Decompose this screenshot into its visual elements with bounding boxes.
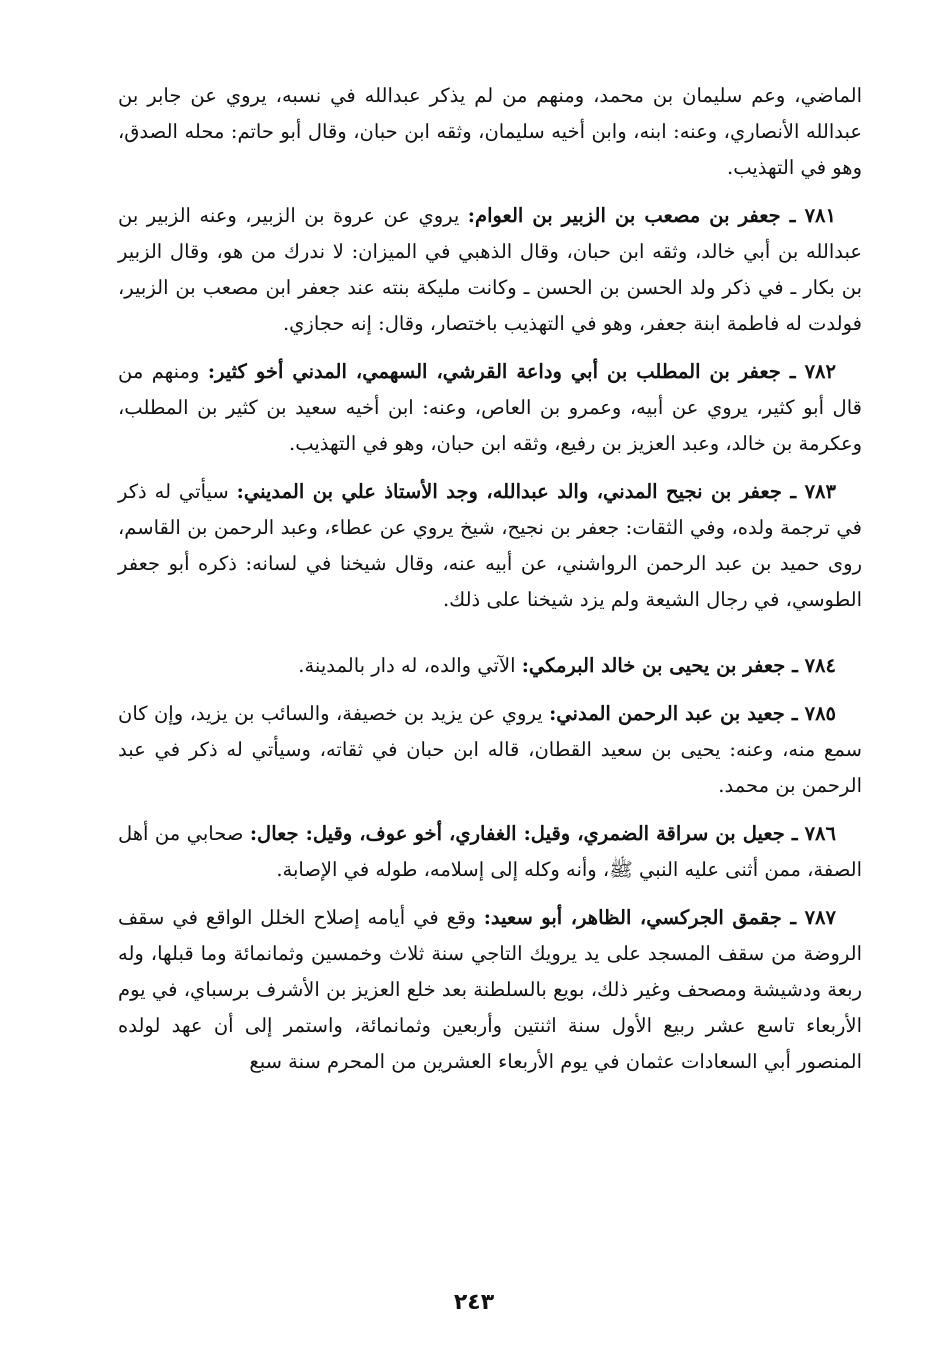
entry-body: صحابي من أهل الصفة، ممن أثنى عليه النبي ﷺ، وأنه وكله إلى إسلامه، طوله في الإصابة.	[118, 822, 862, 881]
intro-paragraph: الماضي، وعم سليمان بن محمد، ومنهم من لم يذكر عبدالله في نسبه، يروي عن جابر بن عبدالله الأنصاري، وعنه: ابنه، وابن أخيه سليمان، وثقه ابن حبان، وقال أبو حاتم: محله الصدق، وهو في التهذيب.	[118, 84, 862, 179]
entry-body: الآتي والده، له دار بالمدينة.	[298, 654, 522, 677]
entry-body: ومنهم من قال أبو كثير، يروي عن أبيه، وعمرو بن العاص، وعنه: ابن أخيه سعيد بن كثير بن المطلب، وعكرمة بن خالد، وعبد العزيز بن رفيع، وثقه ابن حبان، وهو في التهذيب.	[118, 360, 862, 455]
entry-784	[118, 648, 862, 684]
entry-body: وقع في أيامه إصلاح الخلل الواقع في سقف الروضة من سقف المسجد على يد يرويك التاجي سنة ثلاث وخمسين وثمانمائة وما قبلها، وله ربعة ودشيشة ومصحف وغير ذلك، بويع بالسلطنة بعد خلع العزيز بن الأشرف برسباي، في يوم الأربعاء تاسع عشر ربيع الأول سنة اثنتين وأربعين وثمانمائة، واستمر إلى أن عهد لولده المنصور أبي السعادات عثمان في يوم الأربعاء العشرين من المحرم سنة سبع	[118, 906, 862, 1073]
page-body	[118, 78, 862, 1080]
entry-heading: ٧٨٦ ـ جعيل بن سراقة الضمري، وقيل: الغفاري، أخو عوف، وقيل: جعال:	[249, 822, 836, 845]
entry-782	[118, 354, 862, 462]
entry-heading: ٧٨١ ـ جعفر بن مصعب بن الزبير بن العوام:	[467, 204, 836, 227]
entry-heading: ٧٨٧ ـ جقمق الجركسي، الظاهر، أبو سعيد:	[483, 906, 836, 929]
entry-body: يروي عن يزيد بن خصيفة، والسائب بن يزيد، وإن كان سمع منه، وعنه: يحيى بن سعيد القطان، قاله ابن حبان في ثقاته، وسيأتي له ذكر في عبد الرحمن بن محمد.	[118, 702, 862, 797]
entry-heading: ٧٨٢ ـ جعفر بن المطلب بن أبي وداعة القرشي، السهمي، المدني أخو كثير:	[207, 360, 836, 383]
page-number: ٢٤٣	[453, 1290, 495, 1315]
entry-781	[118, 198, 862, 342]
entry-786	[118, 816, 862, 888]
entry-787	[118, 900, 862, 1080]
entry-heading: ٧٨٣ ـ جعفر بن نجيح المدني، والد عبدالله، وجد الأستاذ علي بن المديني:	[236, 480, 836, 503]
entry-body: سيأتي له ذكر في ترجمة ولده، وفي الثقات: جعفر بن نجيح، شيخ يروي عن عطاء، وعبد الرحمن بن القاسم، روى حميد بن عبد الرحمن الرواشني، عن أبيه عنه، وقال شيخنا في لسانه: ذكره أبو جعفر الطوسي، في رجال الشيعة ولم يزد شيخنا على ذلك.	[118, 480, 862, 611]
entry-783	[118, 474, 862, 618]
entry-body: يروي عن عروة بن الزبير، وعنه الزبير بن عبدالله بن أبي خالد، وثقه ابن حبان، وقال الذهبي في الميزان: لا ندرك من هو، وقال الزبير بن بكار ـ في ذكر ولد الحسن بن الحسن ـ وكانت مليكة بنته عند جعفر ابن مصعب بن الزبير، فولدت له فاطمة ابنة جعفر، وهو في التهذيب باختصار، وقال: إنه حجازي.	[118, 204, 862, 335]
entry-785	[118, 696, 862, 804]
entry-heading: ٧٨٤ ـ جعفر بن يحيى بن خالد البرمكي:	[521, 654, 836, 677]
entry-heading: ٧٨٥ ـ جعيد بن عبد الرحمن المدني:	[549, 702, 837, 725]
